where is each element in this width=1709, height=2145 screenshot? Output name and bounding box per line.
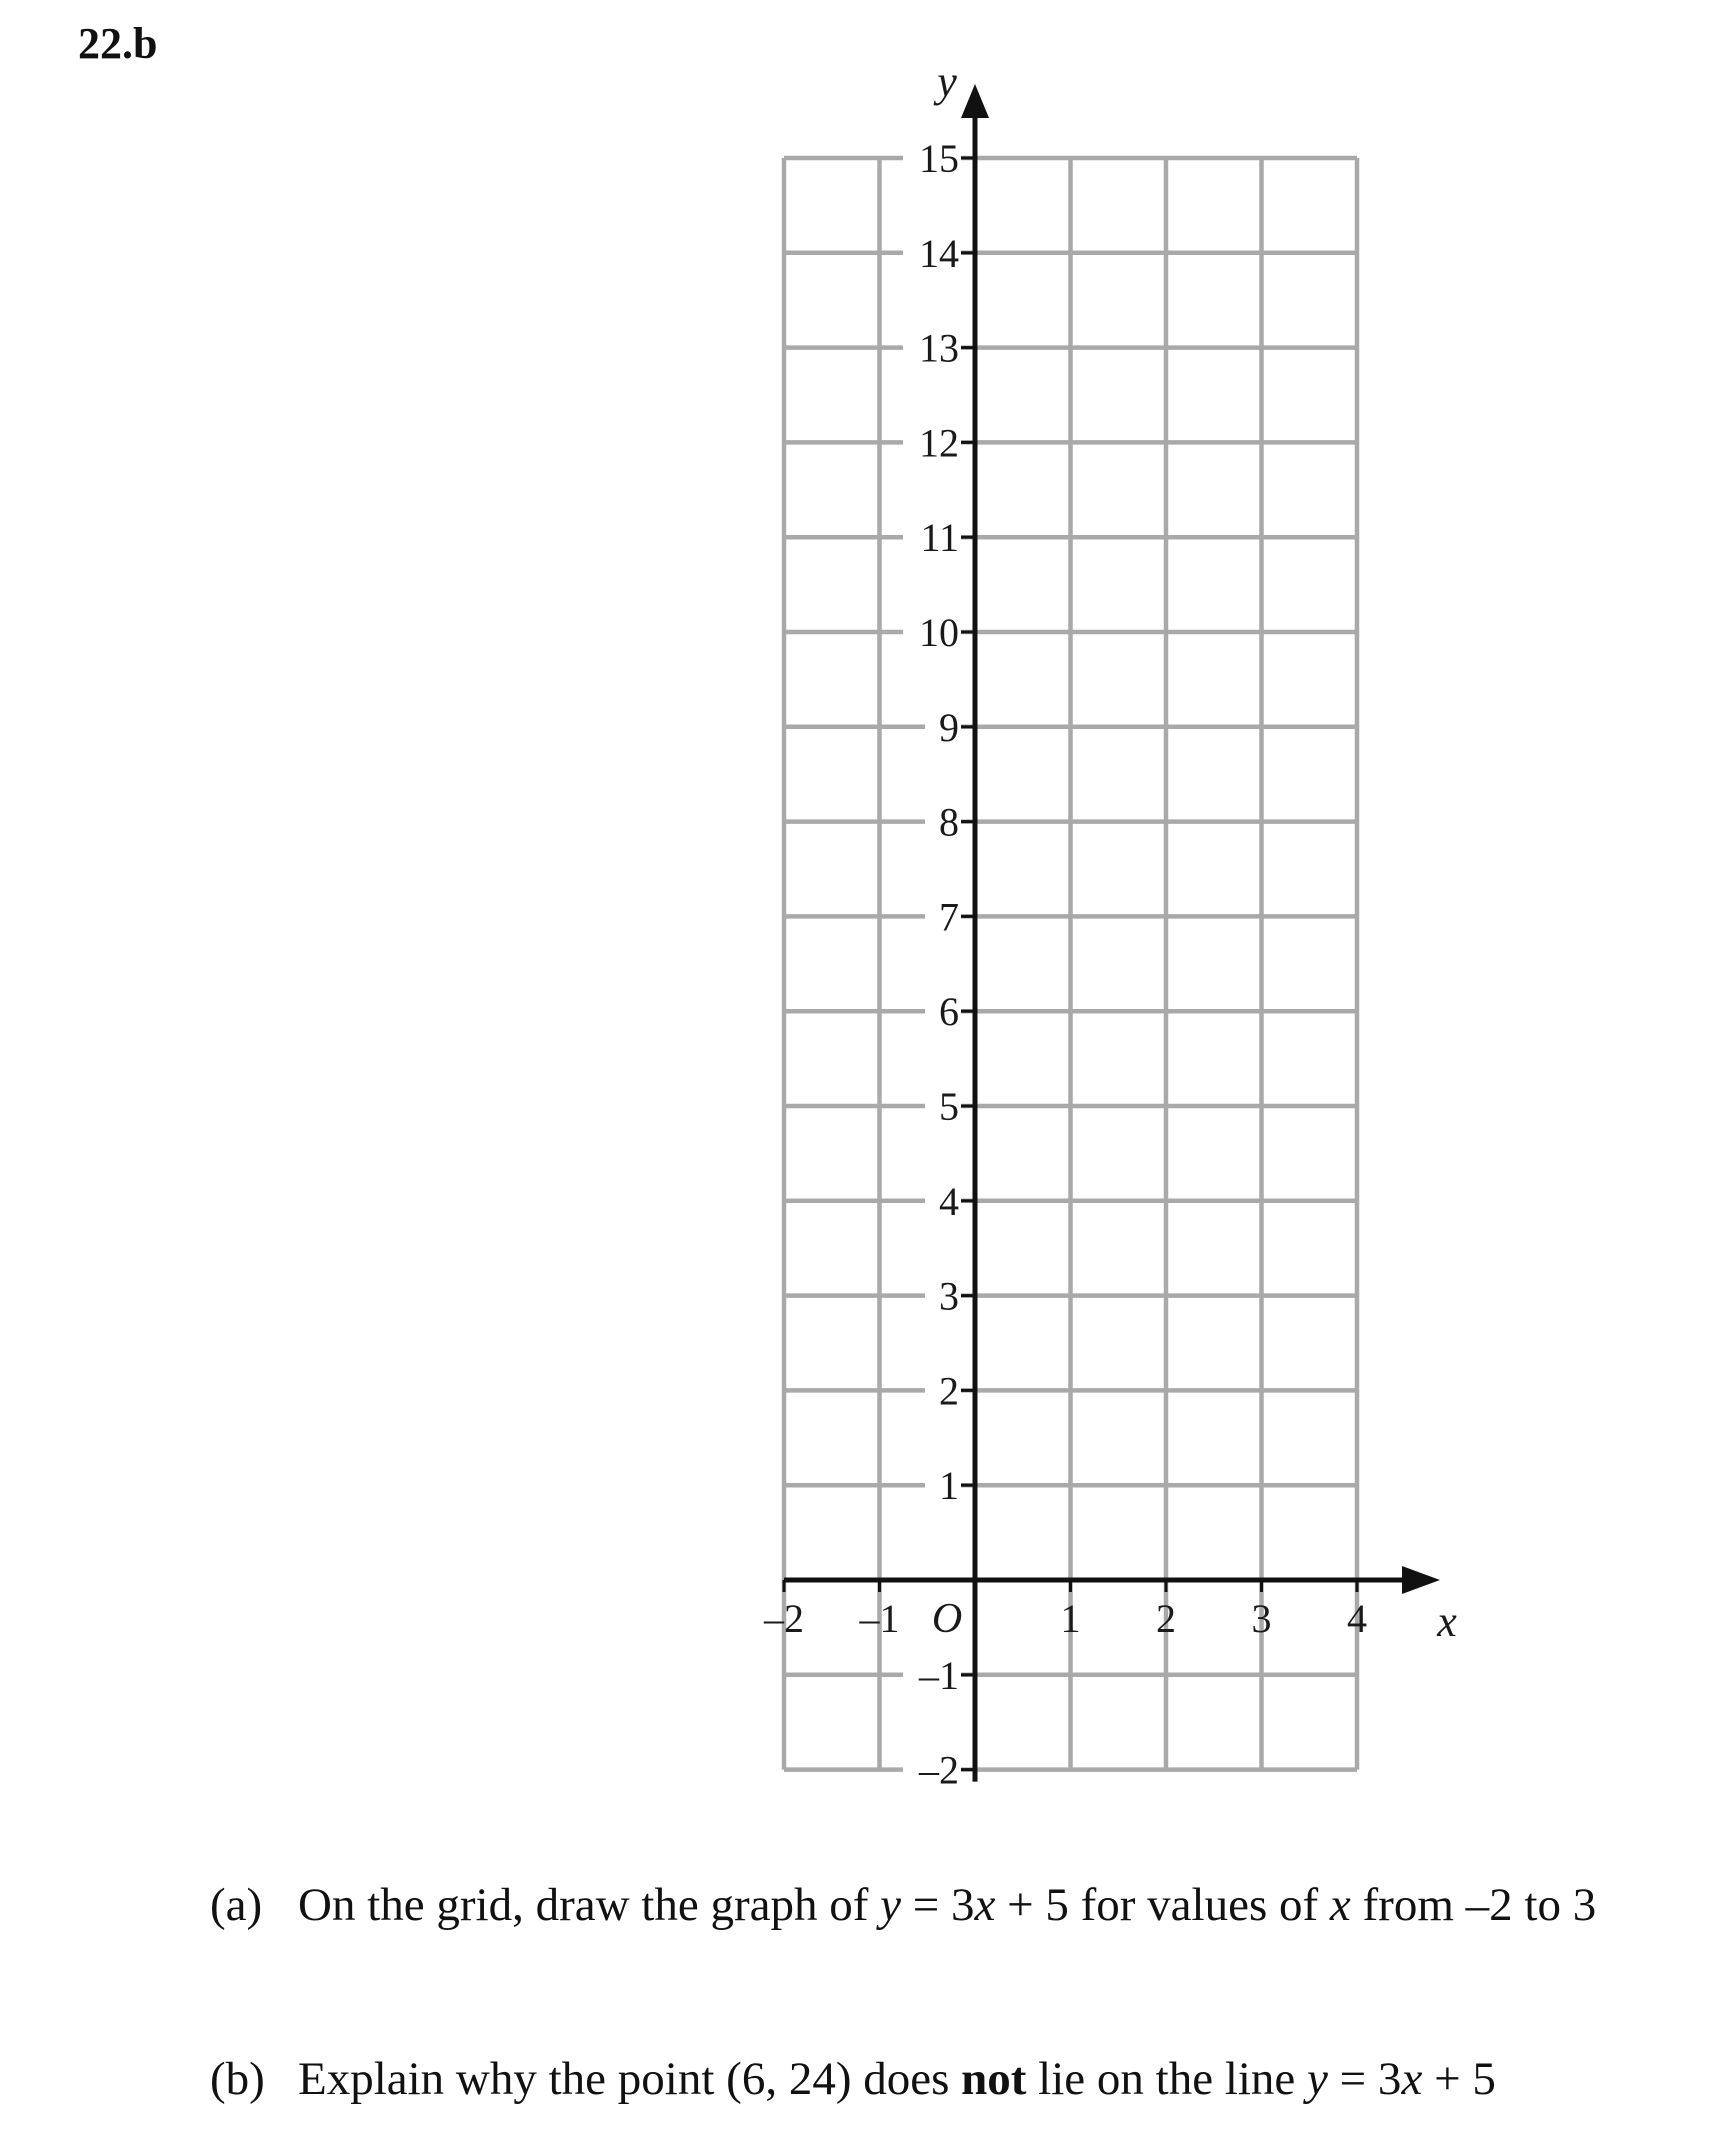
x-tick-label: 3 xyxy=(1251,1596,1272,1641)
y-tick-label: 10 xyxy=(919,610,959,655)
x-axis-arrow xyxy=(1402,1566,1440,1594)
y-tick-label: –1 xyxy=(919,1652,959,1698)
y-tick-label: 3 xyxy=(939,1273,959,1319)
x-tick-label: 4 xyxy=(1347,1596,1367,1641)
y-tick-label: 8 xyxy=(939,799,959,845)
y-tick-label: 9 xyxy=(939,704,959,750)
y-tick-label: 4 xyxy=(939,1178,959,1224)
x-axis-label: x xyxy=(1437,1597,1457,1646)
part-b-label: (b) xyxy=(210,2053,265,2105)
x-tick-label: 2 xyxy=(1156,1596,1176,1641)
x-tick-label: –1 xyxy=(859,1596,900,1641)
y-tick-label: 12 xyxy=(919,420,959,466)
x-tick-label: 1 xyxy=(1060,1596,1081,1641)
y-axis-arrow xyxy=(961,84,989,118)
y-tick-label: 1 xyxy=(939,1463,959,1509)
y-tick-label: 6 xyxy=(939,989,959,1035)
x-tick-label: –2 xyxy=(764,1596,804,1641)
part-b-text: (b) Explain why the point (6, 24) does not lie on the line y = 3x + 5 xyxy=(210,2053,1496,2105)
part-a-label: (a) xyxy=(210,1879,263,1931)
y-tick-label: 7 xyxy=(939,894,959,940)
y-tick-label: –2 xyxy=(919,1747,959,1793)
question-number: 22.b xyxy=(78,19,158,68)
y-tick-label: 13 xyxy=(919,325,959,371)
origin-label: O xyxy=(931,1596,963,1642)
y-tick-label: 2 xyxy=(939,1368,959,1414)
y-tick-label: 15 xyxy=(919,136,959,181)
y-tick-label: 14 xyxy=(919,230,959,276)
part-a-text: (a) On the grid, draw the graph of y = 3x + 5 for values of x from –2 to 3 xyxy=(210,1879,1597,1931)
y-tick-label: 5 xyxy=(939,1084,959,1129)
y-axis-label: y xyxy=(937,57,957,106)
y-tick-label: 11 xyxy=(920,515,959,561)
